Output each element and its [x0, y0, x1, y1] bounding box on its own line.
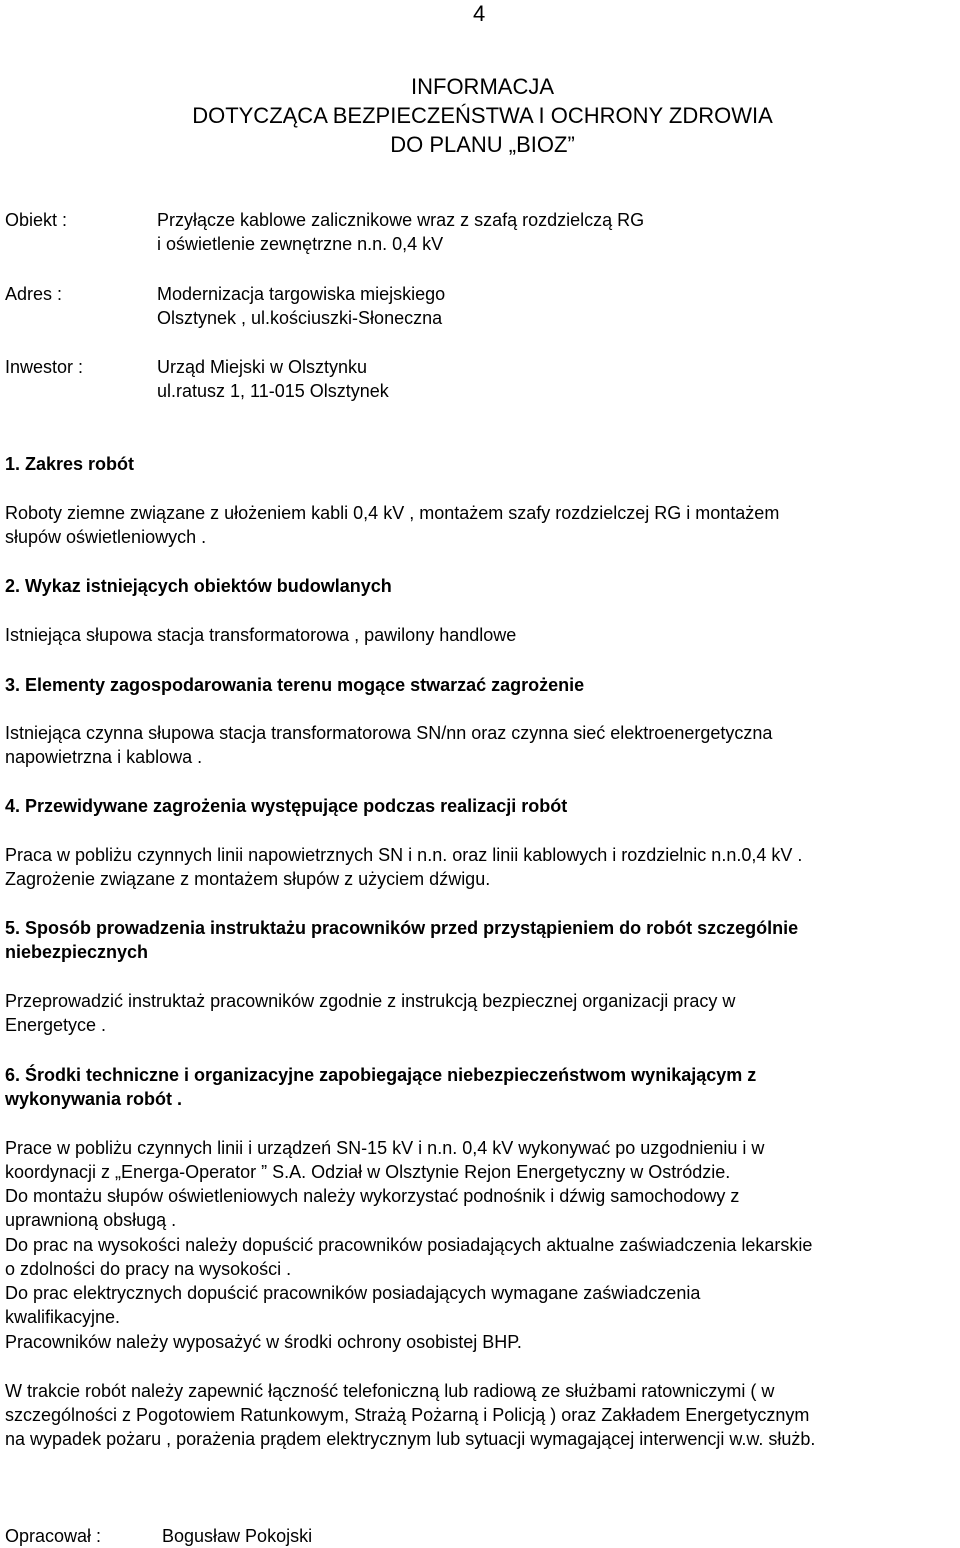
obiekt-value-line-1: Przyłącze kablowe zalicznikowe wraz z szafą rozdzielczą RG — [157, 210, 645, 230]
section-1-heading: 1. Zakres robót — [5, 454, 135, 474]
adres-value-line-2: Olsztynek , ul.kościuszki-Słoneczna — [157, 308, 443, 328]
closing-paragraph: W trakcie robót należy zapewnić łączność telefoniczną lub radiową ze służbami ratowniczymi ( w — [5, 1381, 775, 1401]
prepared-by-label: Opracował : — [5, 1526, 102, 1546]
section-5-heading: niebezpiecznych — [5, 942, 149, 962]
section-4-text: Zagrożenie związane z montażem słupów z użyciem dźwigu. — [5, 869, 491, 889]
section-6-text: kwalifikacyjne. — [5, 1307, 121, 1327]
inwestor-label: Inwestor : — [5, 357, 84, 377]
section-5-text: Energetyce . — [5, 1015, 107, 1035]
section-5-text: Przeprowadzić instruktaż pracowników zgodnie z instrukcją bezpiecznej organizacji pracy w — [5, 991, 736, 1011]
section-4-heading: 4. Przewidywane zagrożenia występujące podczas realizacji robót — [5, 796, 568, 816]
section-6-text: Pracowników należy wyposażyć w środki ochrony osobistej BHP. — [5, 1332, 522, 1352]
section-2-text: Istniejąca słupowa stacja transformatorowa , pawilony handlowe — [5, 625, 517, 645]
obiekt-label: Obiekt : — [5, 210, 68, 230]
section-3-text: Istniejąca czynna słupowa stacja transformatorowa SN/nn oraz czynna sieć elektroenergetyczna — [5, 723, 773, 743]
section-6-text: Do prac na wysokości należy dopuścić pracowników posiadających aktualne zaświadczenia lekarskie — [5, 1235, 813, 1255]
prepared-by-name: Bogusław Pokojski — [162, 1526, 313, 1546]
obiekt-value-line-2: i oświetlenie zewnętrzne n.n. 0,4 kV — [157, 234, 444, 254]
page-number: 4 — [473, 1, 486, 26]
inwestor-value-line-1: Urząd Miejski w Olsztynku — [157, 357, 368, 377]
closing-paragraph: szczególności z Pogotowiem Ratunkowym, Strażą Pożarną i Policją ) oraz Zakładem Energetycznym — [5, 1405, 810, 1425]
section-4-text: Praca w pobliżu czynnych linii napowietrznych SN i n.n. oraz linii kablowych i rozdzielnic n.n.0,4 kV . — [5, 845, 803, 865]
section-5-heading: 5. Sposób prowadzenia instruktażu pracowników przed przystąpieniem do robót szczególnie — [5, 918, 799, 938]
document-title-line-2: DOTYCZĄCA BEZPIECZEŃSTWA I OCHRONY ZDROWIA — [192, 103, 773, 128]
section-3-text: napowietrzna i kablowa . — [5, 747, 203, 767]
adres-value-line-1: Modernizacja targowiska miejskiego — [157, 284, 446, 304]
section-2-heading: 2. Wykaz istniejących obiektów budowlanych — [5, 576, 392, 596]
section-1-text: Roboty ziemne związane z ułożeniem kabli 0,4 kV , montażem szafy rozdzielczej RG i montażem — [5, 503, 780, 523]
adres-label: Adres : — [5, 284, 63, 304]
section-6-text: Prace w pobliżu czynnych linii i urządzeń SN-15 kV i n.n. 0,4 kV wykonywać po uzgodnieniu i w — [5, 1138, 765, 1158]
document-title-line-3: DO PLANU „BIOZ” — [390, 132, 575, 157]
section-1-text: słupów oświetleniowych . — [5, 527, 207, 547]
section-6-text: o zdolności do pracy na wysokości . — [5, 1259, 292, 1279]
section-3-heading: 3. Elementy zagospodarowania terenu mogące stwarzać zagrożenie — [5, 675, 585, 695]
section-6-text: koordynacji z „Energa-Operator ” S.A. Odział w Olsztynie Rejon Energetyczny w Ostródzie. — [5, 1162, 731, 1182]
section-6-text: Do prac elektrycznych dopuścić pracowników posiadających wymagane zaświadczenia — [5, 1283, 701, 1303]
section-6-heading: 6. Środki techniczne i organizacyjne zapobiegające niebezpieczeństwom wynikającym z — [5, 1065, 757, 1085]
section-6-text: uprawnioną obsługą . — [5, 1210, 177, 1230]
document-title-line-1: INFORMACJA — [411, 74, 554, 99]
section-6-heading: wykonywania robót . — [5, 1089, 183, 1109]
section-6-text: Do montażu słupów oświetleniowych należy wykorzystać podnośnik i dźwig samochodowy z — [5, 1186, 740, 1206]
inwestor-value-line-2: ul.ratusz 1, 11-015 Olsztynek — [157, 381, 389, 401]
closing-paragraph: na wypadek pożaru , porażenia prądem elektrycznym lub sytuacji wymagającej interwencji w.w. służb. — [5, 1429, 816, 1449]
